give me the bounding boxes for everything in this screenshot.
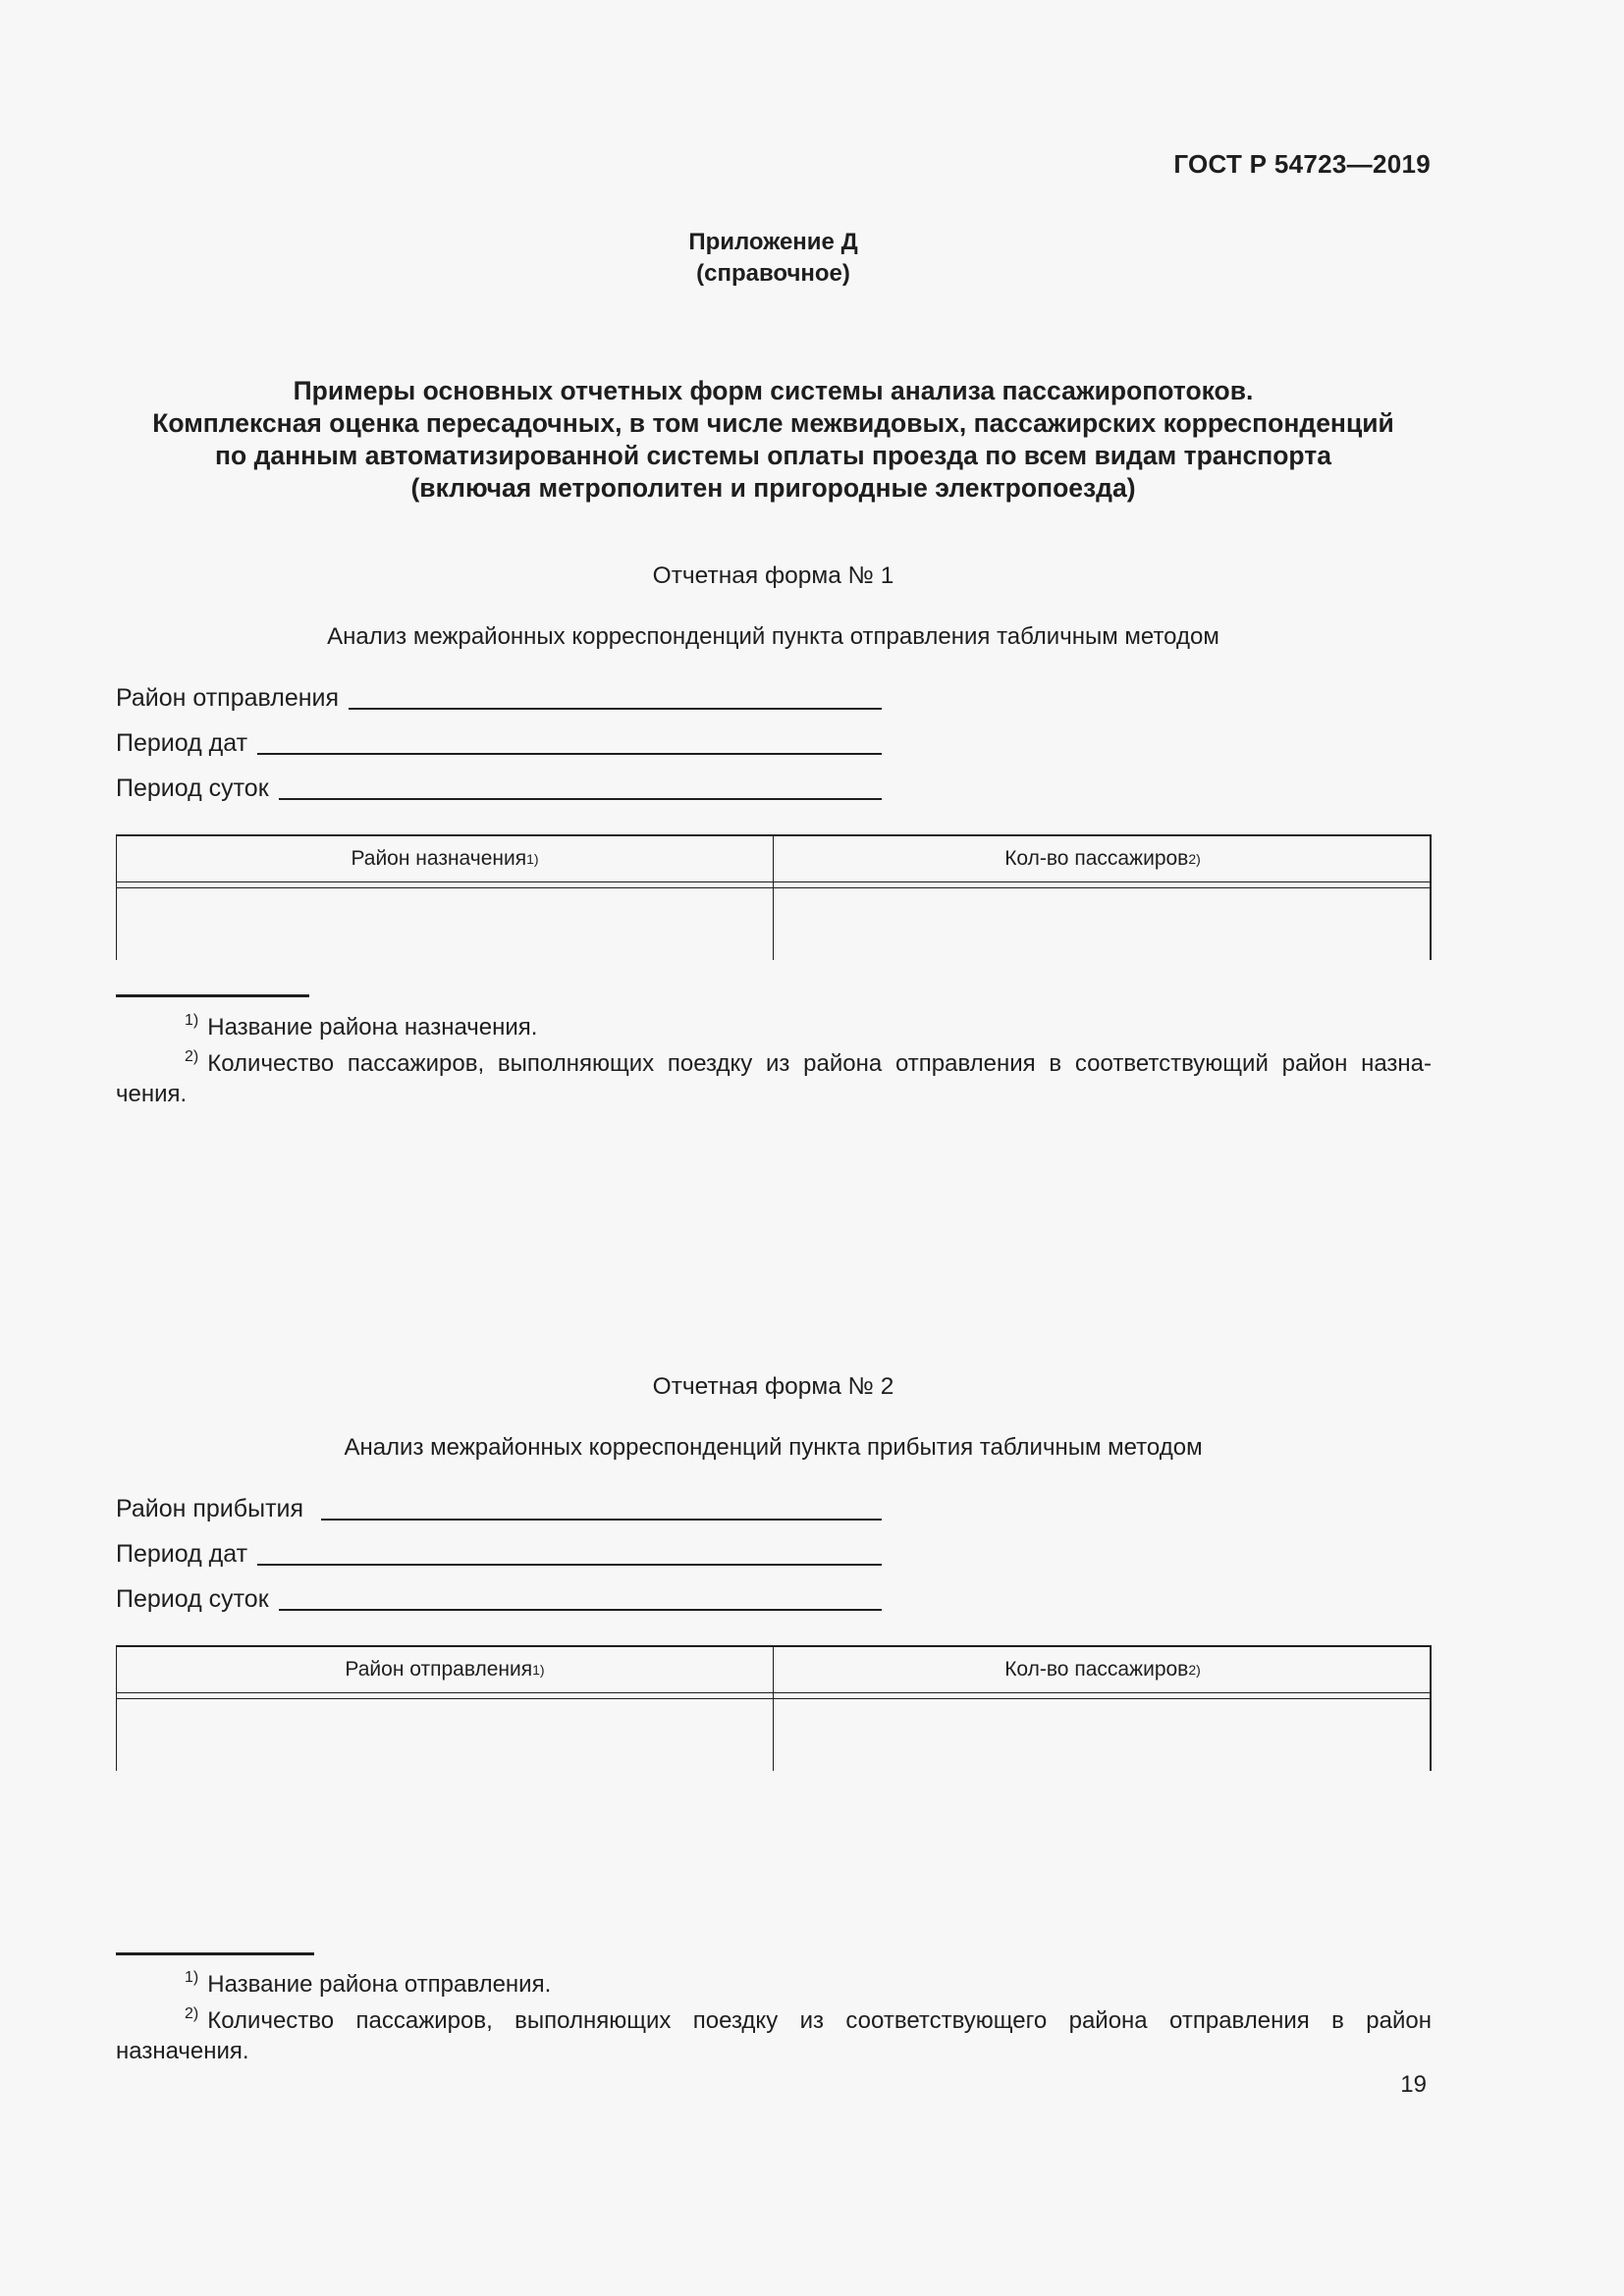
footnote-text: Название района отправления. <box>207 1971 552 1998</box>
field-label: Период дат <box>116 729 248 757</box>
section-title-line: по данным автоматизированной системы оплаты проезда по всем видам транспорта <box>215 441 1331 470</box>
footnote-mark: 2) <box>185 2005 199 2022</box>
field-label: Район отправления <box>116 684 340 712</box>
field-label: Период суток <box>116 774 269 802</box>
footnote-text: Количество пассажиров, выполняющих поездку из района отправления в соответствующий район назна-чения. <box>116 1050 1432 1107</box>
form-1-field-departure-district[interactable] <box>116 678 882 712</box>
field-label: Период суток <box>116 1585 269 1613</box>
section-title-line: Примеры основных отчетных форм системы анализа пассажиропотоков. <box>293 376 1254 405</box>
page-number: 19 <box>1400 2071 1427 2098</box>
section-title-line: (включая метрополитен и пригородные электропоезда) <box>410 473 1136 503</box>
form-2-subtitle: Анализ межрайонных корреспонденций пункта прибытия табличным методом <box>344 1434 1203 1461</box>
column-label: Район отправления <box>345 1658 533 1681</box>
form-1-footnote-1 <box>116 1012 1432 1042</box>
table-column-divider <box>773 1645 774 1771</box>
field-blank-line[interactable] <box>257 1564 882 1566</box>
table-header-row <box>116 1647 1432 1692</box>
form-1-footnote-2 <box>116 1048 1432 1109</box>
table-header-divider <box>116 881 1432 882</box>
footnote-mark: 1) <box>185 1969 199 1986</box>
table-header-cell: Кол-во пассажиров 2) <box>1004 847 1201 870</box>
field-blank-line[interactable] <box>257 753 882 755</box>
section-title-line: Комплексная оценка пересадочных, в том числе межвидовых, пассажирских корреспонденций <box>152 408 1394 438</box>
field-label: Период дат <box>116 1540 248 1568</box>
annex-status: (справочное) <box>696 260 850 287</box>
table-right-border <box>1430 834 1432 960</box>
annex-title: Приложение Д <box>688 229 858 255</box>
annex-heading <box>0 227 1546 290</box>
table-column-divider <box>773 834 774 960</box>
table-header-divider <box>116 1698 1432 1699</box>
table-header-row <box>116 836 1432 881</box>
standard-code: ГОСТ Р 54723—2019 <box>1173 149 1431 179</box>
form-2-footnote-2 <box>116 2005 1432 2066</box>
form-1-name: Отчетная форма № 1 <box>652 562 894 589</box>
form-2-field-time-period[interactable] <box>116 1579 882 1613</box>
form-2-name: Отчетная форма № 2 <box>652 1373 894 1400</box>
field-blank-line[interactable] <box>279 1609 882 1611</box>
table-left-border <box>116 834 117 960</box>
field-blank-line[interactable] <box>279 798 882 800</box>
field-label: Район прибытия <box>116 1495 304 1522</box>
field-blank-line[interactable] <box>349 708 882 710</box>
form-1-field-time-period[interactable] <box>116 769 882 802</box>
table-header-divider <box>116 1692 1432 1693</box>
footnote-text: Название района назначения. <box>207 1014 538 1041</box>
footnote-text: Количество пассажиров, выполняющих поездку из соответствующего района отправления в район назначения. <box>116 2007 1432 2064</box>
column-label: Район назначения <box>351 847 527 870</box>
form-2-footnote-1 <box>116 1969 1432 2000</box>
table-header-cell: Район отправления 1) <box>345 1658 545 1681</box>
table-header-divider <box>116 887 1432 888</box>
footnote-rule <box>116 994 309 997</box>
field-blank-line[interactable] <box>321 1519 882 1521</box>
footnote-mark: 2) <box>185 1048 199 1065</box>
form-2-table <box>116 1645 1432 1771</box>
column-label: Кол-во пассажиров <box>1004 847 1189 870</box>
form-1-subtitle: Анализ межрайонных корреспонденций пункта отправления табличным методом <box>327 623 1219 650</box>
table-left-border <box>116 1645 117 1771</box>
section-title <box>0 375 1546 505</box>
table-header-cell: Кол-во пассажиров 2) <box>1004 1658 1201 1681</box>
form-2-field-arrival-district[interactable] <box>116 1489 882 1522</box>
column-label: Кол-во пассажиров <box>1004 1658 1189 1681</box>
form-1-field-date-period[interactable] <box>116 723 882 757</box>
table-right-border <box>1430 1645 1432 1771</box>
footnote-mark: 1) <box>185 1012 199 1029</box>
table-header-cell: Район назначения 1) <box>351 847 539 870</box>
form-1-table <box>116 834 1432 960</box>
footnote-rule <box>116 1952 314 1955</box>
form-2-field-date-period[interactable] <box>116 1534 882 1568</box>
